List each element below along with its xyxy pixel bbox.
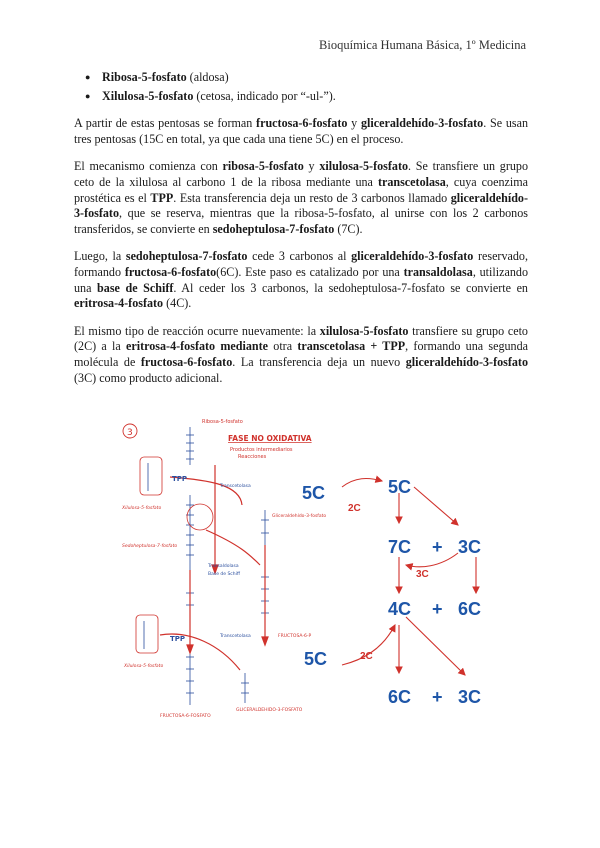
carbon-row5-plus: + (432, 687, 443, 707)
fructosa-label: FRUCTOSA-6-P (278, 634, 312, 639)
tpp2-label: TPP (170, 635, 186, 643)
handwritten-notes (120, 405, 330, 723)
arrow-label-2c: 2C (348, 503, 361, 514)
phase-subtitle: Productos intermediarios (230, 447, 293, 453)
paragraph-mechanism: El mecanismo comienza con ribosa-5-fosfato y xilulosa-5-fosfato. Se transfiere un grupo ceto de la xilulosa al carbono 1 de la ribosa mediante una transcetolasa, cuya coenzima prostética es el TPP. Esta transferencia deja un resto de 3 carbonos llamado gliceraldehído-3-fosfato, que se reserva, mientras que la ribosa-5-fosfato, al unirse con los 2 carbonos transferidos, se convierte en sedoheptulosa-7-fosfato (7C). (74, 159, 529, 236)
gliceraldehido-label: Gliceraldehído-3-fosfato (272, 514, 327, 519)
carbon-row2-b: 3C (458, 537, 482, 557)
paragraph-second-reaction: El mismo tipo de reacción ocurre nuevamente: la xilulosa-5-fosfato transfiere su grupo ceto (2C) a la eritrosa-4-fosfato mediante otra transcetolasa + TPP, formando una segunda molécula de fructosa-6-fosfato. La transferencia deja un nuevo gliceraldehído-3-fosfato (3C) como producto adicional. (74, 323, 529, 385)
tpp-label: TPP (172, 475, 188, 483)
transcetolasa2-label: Transcetolasa (220, 634, 251, 639)
arrow-label-2c-second: 2C (360, 651, 373, 662)
main-content (74, 70, 528, 398)
carbon-row2-a: 7C (388, 537, 412, 557)
carbon-row5-b: 3C (458, 687, 482, 707)
xilulosa-label: Xilulosa-5-fosfato (122, 506, 162, 511)
carbon-scheme (302, 465, 495, 710)
carbon-row3-a: 4C (388, 599, 412, 619)
phase-subtitle-2: Reacciones (238, 454, 267, 460)
carbon-row3-plus: + (432, 599, 443, 619)
base-schiff-label: Base de Schiff (208, 572, 240, 577)
carbon-row4-left: 5C (304, 649, 328, 669)
transaldolasa-label: Transaldolasa (208, 564, 239, 569)
arrow-label-3c: 3C (416, 569, 429, 580)
carbon-row1-right: 5C (388, 477, 412, 497)
handwritten-notes-drawing (120, 405, 330, 723)
carbon-row5-a: 6C (388, 687, 412, 707)
sedoheptulosa-label: Sedoheptulosa-7-fosfato (122, 544, 178, 549)
pentose-list (74, 70, 528, 104)
phase-title: FASE NO OXIDATIVA (228, 434, 312, 443)
ribosa-label: Ribosa-5-fosfato (202, 419, 243, 425)
carbon-row3-b: 6C (458, 599, 482, 619)
carbon-scheme-drawing (302, 465, 495, 710)
step-number: 3 (127, 428, 133, 438)
gliceraldehido2-label: GLICERALDEHIDO-3-FOSFATO (236, 708, 303, 713)
paragraph-transaldolasa: Luego, la sedoheptulosa-7-fosfato cede 3 carbonos al gliceraldehído-3-fosfato reservado, formando fructosa-6-fosfato(6C). Este paso es catalizado por una transaldolasa, utilizando una base de Schiff. Al ceder los 3 carbonos, la sedoheptulosa-7-fosfato se convierte en eritrosa-4-fosfato (4C). (74, 249, 528, 311)
list-item: ● Xilulosa-5-fosfato (cetosa, indicado por “-ul-”). (102, 89, 528, 105)
page-header: Bioquímica Humana Básica, 1º Medicina (319, 38, 526, 52)
xilulosa2-label: Xilulosa-5-fosfato (124, 664, 164, 669)
transcetolasa-label: Transcetolasa (220, 484, 251, 489)
carbon-row2-plus: + (432, 537, 443, 557)
list-item: ● Ribosa-5-fosfato (aldosa) (102, 70, 528, 86)
pathway-figure (120, 405, 490, 725)
paragraph-intro: A partir de estas pentosas se forman fructosa-6-fosfato y gliceraldehído-3-fosfato. Se usan tres pentosas (15C en total, ya que cada una tiene 5C) en el proceso. (74, 116, 528, 146)
fructosa2-label: FRUCTOSA-6-FOSFATO (160, 714, 211, 719)
carbon-row1-left: 5C (302, 483, 326, 503)
